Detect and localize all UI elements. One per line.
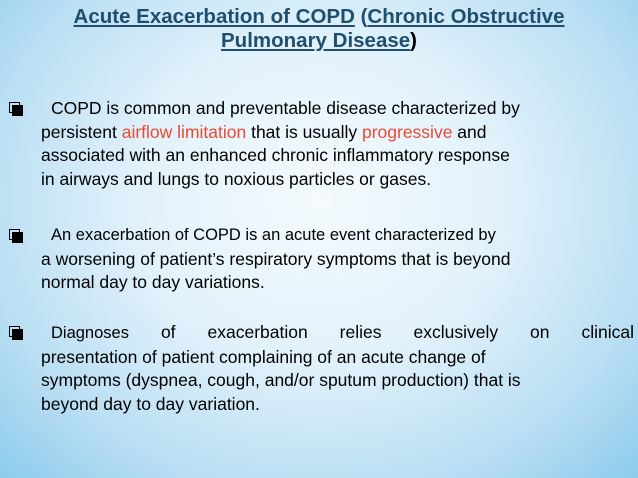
title-expansion-2: Pulmonary Disease (221, 29, 411, 52)
title-paren-open: ( (354, 5, 368, 28)
bullet-3-line-2: presentation of patient complaining of an acute change of (41, 346, 486, 367)
bullet-2-line-1: An exacerbation of COPD is an acute event characterized by (51, 226, 496, 244)
bullet-diagnosis (9, 321, 634, 416)
bullet-1-line-2 (9, 121, 634, 145)
bullet-2-line-3: normal day to day variations. (41, 272, 265, 292)
slide-title (0, 5, 638, 53)
checkbox-bullet-icon (9, 326, 20, 337)
title-paren-close: ) (410, 29, 417, 52)
bullet-exacerbation-definition (9, 224, 634, 295)
checkbox-bullet-icon (9, 102, 20, 113)
text-run: persistent (41, 121, 122, 142)
bullet-1-line-4: in airways and lungs to noxious particles or gases. (41, 168, 432, 189)
text-run: and (452, 121, 487, 142)
title-topic: Acute Exacerbation of COPD (73, 5, 355, 28)
title-expansion-1: Chronic Obstructive (367, 5, 565, 28)
checkbox-bullet-icon (9, 229, 20, 240)
title-line-1 (0, 5, 638, 29)
bullet-3-line-1 (9, 321, 634, 346)
bullet-3-line-3: symptoms (dyspnea, cough, and/or sputum production) that is (41, 370, 521, 390)
bullet-1-line-1: COPD is common and preventable disease characterized by (51, 98, 520, 118)
text-run: that is usually (246, 121, 362, 142)
bullet-3-line-4: beyond day to day variation. (41, 393, 260, 414)
highlight-airflow-limitation: airflow limitation (121, 121, 247, 142)
bullet-1-line-3: associated with an enhanced chronic inflammatory response (41, 145, 510, 165)
bullet-copd-definition (9, 97, 634, 191)
text-run: of exacerbation relies exclusively on clinical (128, 322, 634, 342)
highlight-progressive: progressive (361, 121, 453, 142)
title-line-2 (0, 29, 638, 53)
bullet-2-line-2: a worsening of patient’s respiratory symptoms that is beyond (41, 248, 511, 269)
text-run: Diagnoses (51, 324, 129, 342)
